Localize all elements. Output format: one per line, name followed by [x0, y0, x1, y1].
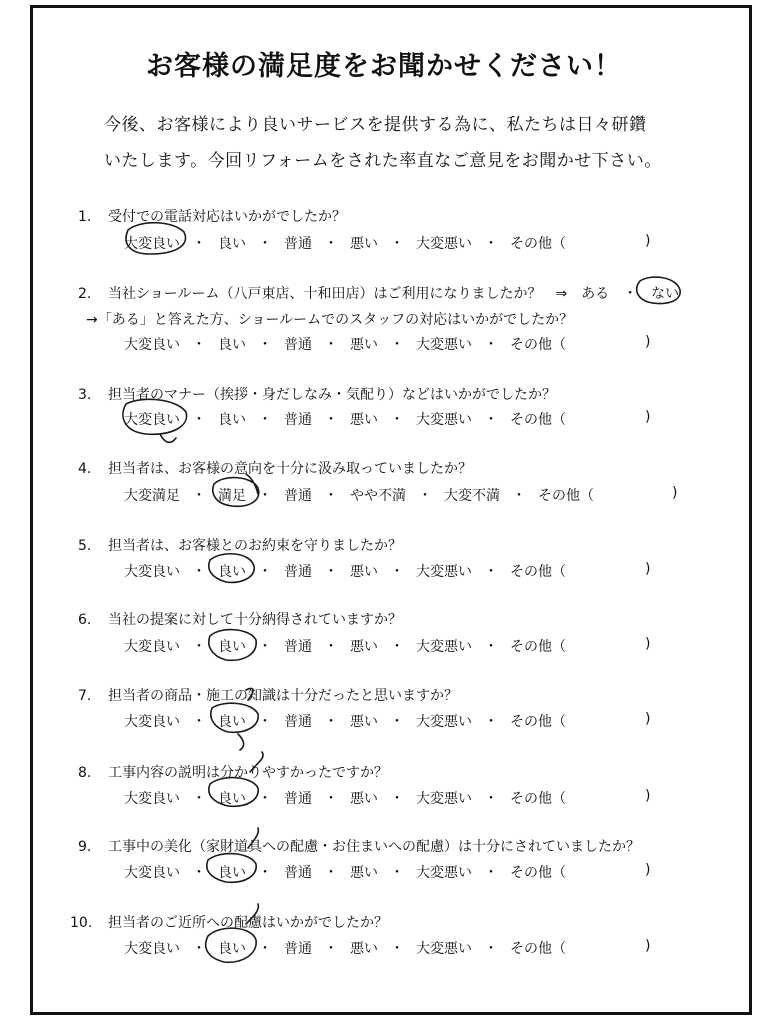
answer-option: やや不満 [350, 488, 406, 504]
answer-option: その他（ [510, 639, 566, 655]
option-separator: ・ [390, 941, 404, 957]
option-separator: ・ [324, 714, 338, 730]
question-number: 6. [78, 612, 92, 628]
answer-option: その他（ [510, 941, 566, 957]
question-text: 当社の提案に対して十分納得されていますか？ [108, 612, 402, 628]
answer-option: 大変良い [124, 941, 180, 957]
paren-close: ) [645, 409, 651, 425]
option-separator: ・ [390, 714, 404, 730]
answer-circle-q10 [206, 904, 259, 962]
option-separator: ・ [324, 791, 338, 807]
answer-option: その他（ [510, 714, 566, 730]
option-separator: ・ [192, 337, 206, 353]
question-text: 工事中の美化（家財道具への配慮・お住まいへの配慮）は十分にされていましたか？ [108, 839, 640, 855]
option-separator: ・ [192, 714, 206, 730]
answer-option: 大変良い [124, 791, 180, 807]
question-number: 9. [78, 839, 92, 855]
answer-option: 大変悪い [416, 412, 472, 428]
answer-option: 大変悪い [416, 639, 472, 655]
answer-option: 大変悪い [416, 564, 472, 580]
answer-option: 大変悪い [416, 791, 472, 807]
paren-close: ) [645, 711, 651, 727]
answer-option: 悪い [350, 714, 378, 730]
answer-option: 良い [218, 236, 246, 252]
question-text: 担当者は、お客様とのお約束を守りましたか？ [108, 538, 402, 554]
answer-option: 大変良い [124, 337, 180, 353]
answer-option: 普通 [284, 941, 312, 957]
option-separator: ・ [324, 236, 338, 252]
answer-option: その他（ [510, 865, 566, 881]
answer-option: 良い [218, 564, 246, 580]
answer-circle-q3 [123, 399, 187, 442]
option-separator: ・ [192, 564, 206, 580]
option-separator: ・ [258, 714, 272, 730]
option-separator: ・ [512, 488, 526, 504]
option-separator: ・ [484, 236, 498, 252]
answer-option: 普通 [284, 236, 312, 252]
answer-option: 大変良い [124, 639, 180, 655]
paren-close: ) [645, 788, 651, 804]
answer-circle-q7 [211, 688, 258, 750]
answer-option: 大変良い [124, 412, 180, 428]
answer-circle-q9 [207, 828, 259, 882]
answer-option: 大変満足 [124, 488, 180, 504]
question-number: 2. [78, 286, 92, 302]
option-separator: ・ [258, 564, 272, 580]
answer-option: 普通 [284, 337, 312, 353]
option-separator: ・ [258, 941, 272, 957]
answer-option: 悪い [350, 412, 378, 428]
question-number: 8. [78, 765, 92, 781]
answer-option: その他（ [510, 337, 566, 353]
question-text: 当社ショールーム（八戸東店、十和田店）はご利用になりましたか？ ⇒ ある ・ ない [108, 286, 680, 302]
answer-option: 大変悪い [416, 865, 472, 881]
paren-close: ) [645, 561, 651, 577]
question-number: 1. [78, 209, 92, 225]
question-number: 4. [78, 461, 92, 477]
question-number: 3. [78, 387, 92, 403]
answer-option: 大変良い [124, 564, 180, 580]
option-separator: ・ [324, 412, 338, 428]
option-separator: ・ [192, 639, 206, 655]
answer-option: 良い [218, 865, 246, 881]
answer-circle-q6 [209, 630, 256, 661]
answer-option: 良い [218, 412, 246, 428]
option-separator: ・ [390, 236, 404, 252]
answer-option: 大変悪い [416, 337, 472, 353]
answer-option: 満足 [218, 488, 246, 504]
paren-close: ) [672, 485, 678, 501]
answer-option: 大変悪い [416, 236, 472, 252]
option-separator: ・ [258, 412, 272, 428]
answer-option: 大変良い [124, 865, 180, 881]
answer-option: 良い [218, 639, 246, 655]
option-separator: ・ [390, 564, 404, 580]
paren-close: ) [645, 233, 651, 249]
option-separator: ・ [484, 337, 498, 353]
answer-circle-q4 [213, 474, 259, 506]
question-text: 担当者の商品・施工の知識は十分だったと思いますか？ [108, 688, 458, 704]
option-separator: ・ [192, 488, 206, 504]
answer-option: 大変悪い [416, 941, 472, 957]
answer-option: 大変良い [124, 236, 180, 252]
question-text: 受付での電話対応はいかがでしたか？ [108, 209, 346, 225]
option-separator: ・ [390, 865, 404, 881]
answer-option: 悪い [350, 941, 378, 957]
question-text: 担当者のご近所への配慮はいかがでしたか？ [108, 915, 388, 931]
question-number: 5. [78, 538, 92, 554]
paren-close: ) [645, 862, 651, 878]
answer-option: その他（ [510, 412, 566, 428]
answer-circle-q5 [209, 554, 254, 583]
paren-close: ) [645, 334, 651, 350]
option-separator: ・ [324, 337, 338, 353]
option-separator: ・ [258, 865, 272, 881]
answer-option: その他（ [510, 236, 566, 252]
answer-option: 悪い [350, 564, 378, 580]
option-separator: ・ [258, 236, 272, 252]
answer-option: その他（ [510, 791, 566, 807]
option-separator: ・ [258, 337, 272, 353]
option-separator: ・ [258, 639, 272, 655]
option-separator: ・ [324, 564, 338, 580]
answer-circle-q1 [126, 223, 185, 254]
option-separator: ・ [258, 791, 272, 807]
answer-option: 良い [218, 337, 246, 353]
option-separator: ・ [258, 488, 272, 504]
answer-option: 大変悪い [416, 714, 472, 730]
option-separator: ・ [324, 865, 338, 881]
answer-option: 普通 [284, 714, 312, 730]
answer-option: 良い [218, 941, 246, 957]
option-separator: ・ [484, 791, 498, 807]
option-separator: ・ [390, 412, 404, 428]
answer-option: 悪い [350, 337, 378, 353]
option-separator: ・ [418, 488, 432, 504]
option-separator: ・ [192, 941, 206, 957]
option-separator: ・ [484, 941, 498, 957]
question-text: 工事内容の説明は分かりやすかったですか？ [108, 765, 388, 781]
question-number: 10. [70, 915, 93, 931]
answer-option: 良い [218, 714, 246, 730]
option-separator: ・ [192, 236, 206, 252]
question-text: 担当者は、お客様の意向を十分に汲み取っていましたか？ [108, 461, 472, 477]
option-separator: ・ [390, 337, 404, 353]
option-separator: ・ [390, 791, 404, 807]
page-title: お客様の満足度をお聞かせください！ [146, 51, 622, 82]
option-separator: ・ [484, 865, 498, 881]
answer-option: 普通 [284, 412, 312, 428]
question-subtext: →「ある」と答えた方、ショールームでのスタッフの対応はいかがでしたか？ [86, 312, 574, 328]
answer-option: 普通 [284, 564, 312, 580]
answer-option: 悪い [350, 791, 378, 807]
option-separator: ・ [484, 412, 498, 428]
answer-option: その他（ [538, 488, 594, 504]
answer-option: 悪い [350, 236, 378, 252]
answer-option: 大変良い [124, 714, 180, 730]
paren-close: ) [645, 636, 651, 652]
intro-line-1: 今後、お客様により良いサービスを提供する為に、私たちは日々研鑽 [104, 115, 647, 135]
answer-option: 普通 [284, 791, 312, 807]
option-separator: ・ [484, 564, 498, 580]
intro-line-2: いたします。今回リフォームをされた率直なご意見をお聞かせ下さい。 [104, 151, 662, 171]
option-separator: ・ [484, 714, 498, 730]
answer-option: 悪い [350, 865, 378, 881]
answer-option: 普通 [284, 488, 312, 504]
question-number: 7. [78, 688, 92, 704]
question-text: 担当者のマナー（挨拶・身だしなみ・気配り）などはいかがでしたか？ [108, 387, 556, 403]
answer-option: 普通 [284, 865, 312, 881]
option-separator: ・ [324, 941, 338, 957]
answer-option: 普通 [284, 639, 312, 655]
option-separator: ・ [192, 412, 206, 428]
answer-circle-q8 [209, 752, 263, 806]
option-separator: ・ [390, 639, 404, 655]
answer-option: 良い [218, 791, 246, 807]
paren-close: ) [645, 938, 651, 954]
answer-option: 大変不満 [444, 488, 500, 504]
option-separator: ・ [484, 639, 498, 655]
answer-circle-q2 [637, 277, 680, 303]
answer-option: 悪い [350, 639, 378, 655]
answer-option: その他（ [510, 564, 566, 580]
option-separator: ・ [324, 639, 338, 655]
option-separator: ・ [192, 791, 206, 807]
option-separator: ・ [192, 865, 206, 881]
option-separator: ・ [324, 488, 338, 504]
